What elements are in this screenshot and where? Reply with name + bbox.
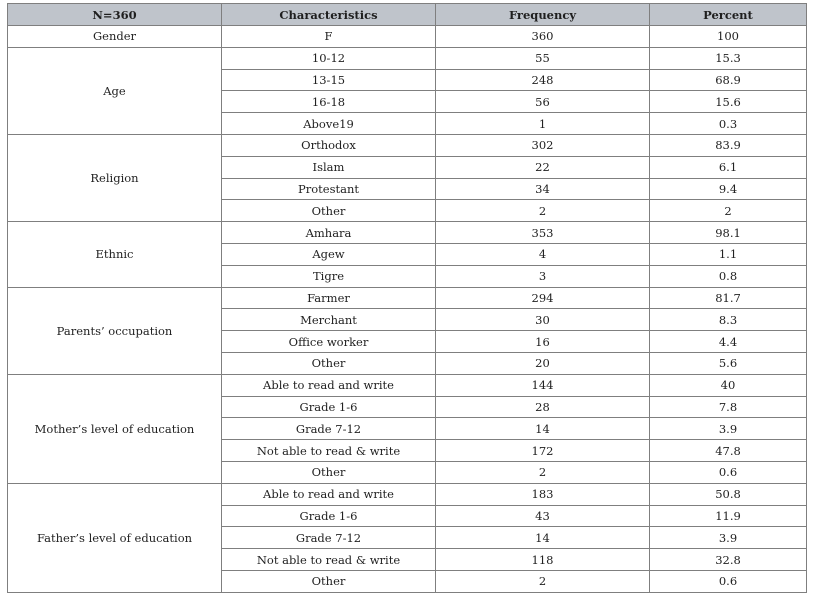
percent-cell: 3.9 <box>650 527 807 549</box>
characteristic-cell: Above19 <box>222 113 436 135</box>
percent-cell: 100 <box>650 26 807 48</box>
characteristic-cell: Other <box>222 461 436 483</box>
percent-cell: 11.9 <box>650 505 807 527</box>
table-body <box>8 26 807 593</box>
table-row <box>8 222 807 244</box>
percent-cell: 0.6 <box>650 461 807 483</box>
percent-cell: 40 <box>650 374 807 396</box>
frequency-cell: 34 <box>436 178 650 200</box>
characteristic-cell: Grade 1-6 <box>222 505 436 527</box>
frequency-cell: 14 <box>436 527 650 549</box>
characteristic-cell: Able to read and write <box>222 483 436 505</box>
characteristics-table <box>7 3 807 593</box>
characteristic-cell: Able to read and write <box>222 374 436 396</box>
frequency-cell: 2 <box>436 570 650 592</box>
characteristic-cell: Office worker <box>222 331 436 353</box>
header-percent: Percent <box>650 4 807 26</box>
percent-cell: 4.4 <box>650 331 807 353</box>
frequency-cell: 248 <box>436 69 650 91</box>
characteristic-cell: Other <box>222 570 436 592</box>
characteristic-cell: 13-15 <box>222 69 436 91</box>
characteristic-cell: Not able to read & write <box>222 549 436 571</box>
frequency-cell: 144 <box>436 374 650 396</box>
frequency-cell: 43 <box>436 505 650 527</box>
frequency-cell: 55 <box>436 47 650 69</box>
header-n: N=360 <box>8 4 222 26</box>
frequency-cell: 183 <box>436 483 650 505</box>
frequency-cell: 28 <box>436 396 650 418</box>
percent-cell: 8.3 <box>650 309 807 331</box>
frequency-cell: 294 <box>436 287 650 309</box>
percent-cell: 50.8 <box>650 483 807 505</box>
frequency-cell: 1 <box>436 113 650 135</box>
frequency-cell: 172 <box>436 440 650 462</box>
group-label: Gender <box>8 26 222 48</box>
frequency-cell: 16 <box>436 331 650 353</box>
characteristic-cell: Islam <box>222 156 436 178</box>
percent-cell: 98.1 <box>650 222 807 244</box>
characteristic-cell: Grade 1-6 <box>222 396 436 418</box>
percent-cell: 5.6 <box>650 352 807 374</box>
group-label: Religion <box>8 134 222 221</box>
frequency-cell: 30 <box>436 309 650 331</box>
frequency-cell: 2 <box>436 200 650 222</box>
table-row <box>8 134 807 156</box>
percent-cell: 3.9 <box>650 418 807 440</box>
percent-cell: 1.1 <box>650 243 807 265</box>
frequency-cell: 302 <box>436 134 650 156</box>
characteristic-cell: Merchant <box>222 309 436 331</box>
percent-cell: 0.3 <box>650 113 807 135</box>
table-row <box>8 47 807 69</box>
frequency-cell: 360 <box>436 26 650 48</box>
frequency-cell: 3 <box>436 265 650 287</box>
characteristic-cell: Grade 7-12 <box>222 418 436 440</box>
characteristic-cell: Other <box>222 352 436 374</box>
header-frequency: Frequency <box>436 4 650 26</box>
percent-cell: 15.3 <box>650 47 807 69</box>
characteristic-cell: Other <box>222 200 436 222</box>
frequency-cell: 22 <box>436 156 650 178</box>
table-row <box>8 26 807 48</box>
percent-cell: 2 <box>650 200 807 222</box>
frequency-cell: 118 <box>436 549 650 571</box>
frequency-cell: 14 <box>436 418 650 440</box>
percent-cell: 15.6 <box>650 91 807 113</box>
characteristic-cell: Protestant <box>222 178 436 200</box>
group-label: Mother’s level of education <box>8 374 222 483</box>
characteristic-cell: Not able to read & write <box>222 440 436 462</box>
frequency-cell: 4 <box>436 243 650 265</box>
percent-cell: 32.8 <box>650 549 807 571</box>
characteristic-cell: Agew <box>222 243 436 265</box>
header-characteristics: Characteristics <box>222 4 436 26</box>
percent-cell: 0.6 <box>650 570 807 592</box>
group-label: Ethnic <box>8 222 222 287</box>
characteristic-cell: Grade 7-12 <box>222 527 436 549</box>
characteristic-cell: 16-18 <box>222 91 436 113</box>
group-label: Age <box>8 47 222 134</box>
percent-cell: 81.7 <box>650 287 807 309</box>
header-row <box>8 4 807 26</box>
table-row <box>8 287 807 309</box>
characteristic-cell: F <box>222 26 436 48</box>
percent-cell: 9.4 <box>650 178 807 200</box>
frequency-cell: 56 <box>436 91 650 113</box>
percent-cell: 7.8 <box>650 396 807 418</box>
percent-cell: 6.1 <box>650 156 807 178</box>
table-row <box>8 483 807 505</box>
table-row <box>8 374 807 396</box>
percent-cell: 47.8 <box>650 440 807 462</box>
characteristic-cell: Tigre <box>222 265 436 287</box>
percent-cell: 0.8 <box>650 265 807 287</box>
group-label: Parents’ occupation <box>8 287 222 374</box>
frequency-cell: 20 <box>436 352 650 374</box>
characteristic-cell: Orthodox <box>222 134 436 156</box>
characteristic-cell: Farmer <box>222 287 436 309</box>
percent-cell: 83.9 <box>650 134 807 156</box>
frequency-cell: 2 <box>436 461 650 483</box>
percent-cell: 68.9 <box>650 69 807 91</box>
characteristic-cell: Amhara <box>222 222 436 244</box>
characteristic-cell: 10-12 <box>222 47 436 69</box>
group-label: Father’s level of education <box>8 483 222 592</box>
frequency-cell: 353 <box>436 222 650 244</box>
